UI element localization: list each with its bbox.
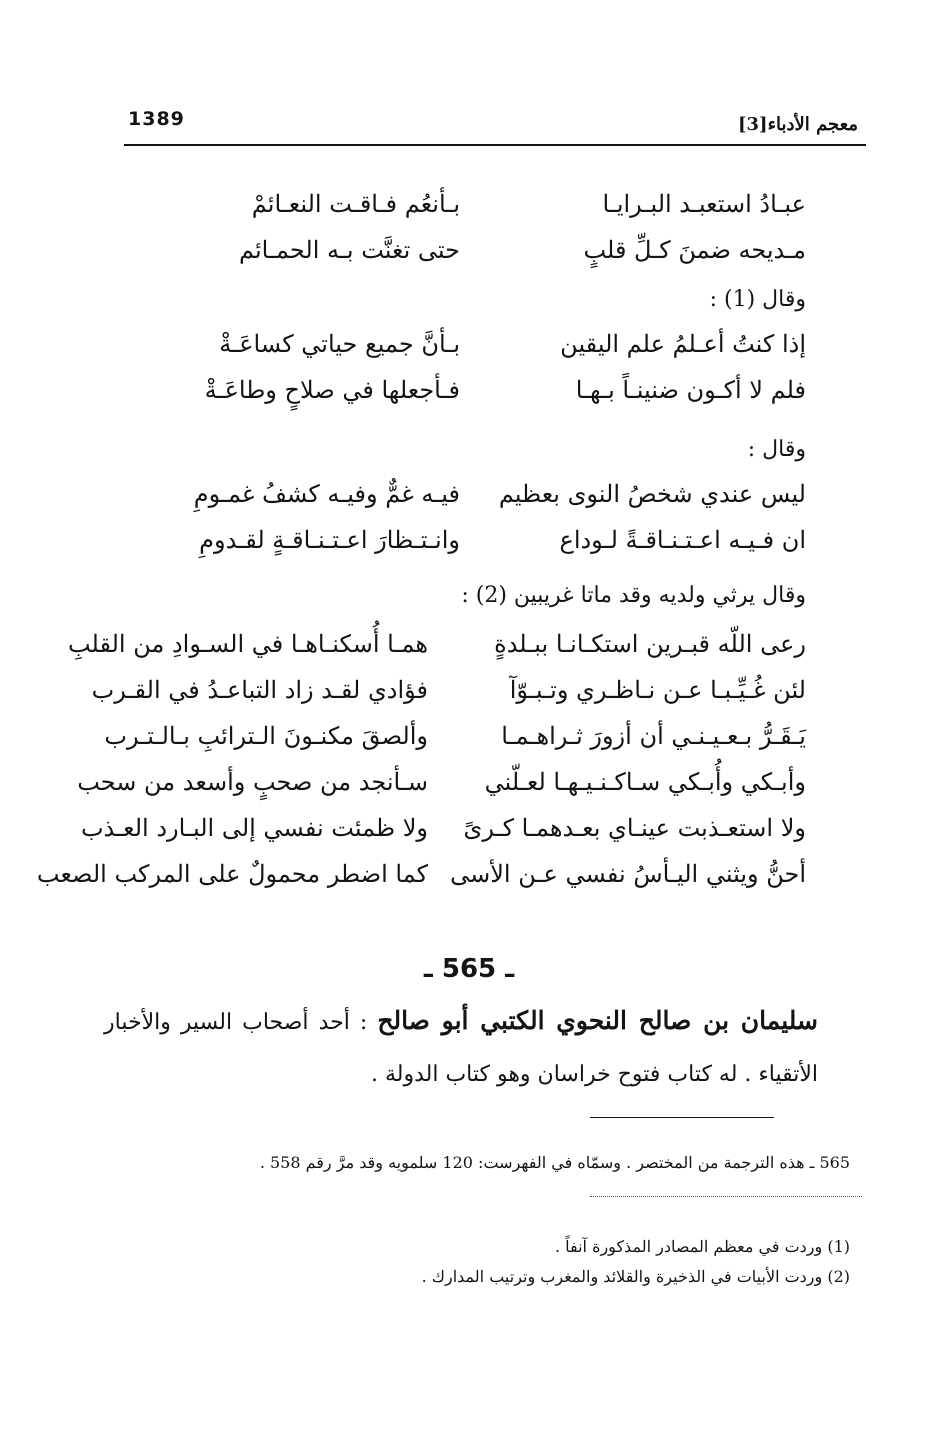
verse-second-hemistich: فؤادي لقـد زاد التباعـدُ في القـرب bbox=[91, 676, 428, 704]
verse-line bbox=[0, 368, 938, 412]
verse-line bbox=[0, 518, 938, 562]
verse-line bbox=[0, 760, 938, 804]
entry-name: سليمان بن صالح النحوي الكتبي أبو صالح bbox=[377, 1006, 818, 1035]
verse-first-hemistich: ان فـيـه اعـتـنـاقـةً لـوداع bbox=[559, 526, 806, 554]
footnote-separator bbox=[590, 1196, 862, 1197]
verse-intro: وقال (1) : bbox=[709, 287, 806, 312]
verse-first-hemistich: ليس عندي شخصُ النوى بعظيم bbox=[498, 480, 806, 508]
verse-second-hemistich: ولا ظمئت نفسي إلى البـارد العـذب bbox=[80, 814, 428, 842]
entry-number: ـ 565 ـ bbox=[423, 954, 515, 984]
verse-first-hemistich: رعى اللّه قبـرين استكـانـا ببـلدةٍ bbox=[494, 630, 806, 658]
verse-first-hemistich: أحنُّ ويثني اليـأسُ نفسي عـن الأسى bbox=[450, 860, 806, 888]
verse-first-hemistich: لئن غُـيِّـبـا عـن نـاظـري وتـبـوّآ bbox=[509, 676, 806, 704]
verse-second-hemistich: فـأجعلها في صلاحٍ وطاعَـةْ bbox=[204, 376, 460, 404]
verse-line bbox=[0, 622, 938, 666]
verse-intro: وقال : bbox=[747, 437, 806, 462]
verse-first-hemistich: ولا استعـذبت عينـاي بعـدهمـا كـرىً bbox=[463, 814, 806, 842]
footnote-rule bbox=[590, 1117, 774, 1118]
verse-line bbox=[0, 668, 938, 712]
header-rule bbox=[124, 144, 866, 146]
verse-second-hemistich: وانـتـظارَ اعـتـنـاقـةٍ لقـدومِ bbox=[199, 526, 460, 554]
verse-second-hemistich: كما اضطر محمولٌ على المركب الصعب bbox=[36, 860, 428, 888]
page-number: 1389 bbox=[128, 108, 185, 130]
footnote-source: 565 ـ هذه الترجمة من المختصر . وسمّاه في الفهرست: 120 سلمويه وقد مرَّ رقم 558 . bbox=[259, 1153, 850, 1172]
verse-first-hemistich: وأبـكي وأُبـكي سـاكـنـيـهـا لعـلّني bbox=[484, 768, 806, 796]
verse-first-hemistich: عبـادُ استعبـد البـرايـا bbox=[602, 190, 806, 218]
verse-line bbox=[0, 182, 938, 226]
verse-line bbox=[0, 228, 938, 272]
verse-intro: وقال يرثي ولديه وقد ماتا غريبين (2) : bbox=[461, 583, 806, 608]
verse-first-hemistich: يَـقَـرُّ بـعـيـنـي أن أزورَ ثـراهـمـا bbox=[501, 722, 806, 750]
verse-line bbox=[0, 472, 938, 516]
verse-first-hemistich: مـديحه ضمنَ كـلِّ قلبٍ bbox=[583, 236, 806, 264]
verse-second-hemistich: حتى تغنَّت بـه الحمـائم bbox=[239, 236, 460, 264]
verse-second-hemistich: بـأنَّ جميع حياتي كساعَـةْ bbox=[219, 330, 460, 358]
running-title: معجم الأدباء[3] bbox=[737, 114, 858, 135]
verse-line bbox=[0, 852, 938, 896]
verse-second-hemistich: همـا أُسكنـاهـا في السـوادِ من القلبِ bbox=[67, 630, 428, 658]
entry-body bbox=[104, 995, 818, 1101]
verse-second-hemistich: وألصقَ مكنـونَ الـترائبِ بـالـتـرب bbox=[104, 722, 428, 750]
verse-line bbox=[0, 714, 938, 758]
verse-first-hemistich: إذا كنتُ أعـلمُ علم اليقين bbox=[560, 330, 806, 358]
verse-line bbox=[0, 322, 938, 366]
entry-description: : أحد أصحاب السير والأخبار الأتقياء . له كتاب فتوح خراسان وهو كتاب الدولة . bbox=[104, 1010, 818, 1087]
footnote-item: (2) وردت الأبيات في الذخيرة والقلائد والمغرب وترتيب المدارك . bbox=[421, 1267, 850, 1286]
verse-second-hemistich: بـأنعُم فـاقـت النعـائمْ bbox=[251, 190, 460, 218]
footnote-item: (1) وردت في معظم المصادر المذكورة آنفاً . bbox=[554, 1237, 850, 1256]
verse-line bbox=[0, 806, 938, 850]
verse-first-hemistich: فلم لا أكـون ضنينـاً بـهـا bbox=[575, 376, 806, 404]
verse-second-hemistich: سـأنجد من صحبٍ وأسعد من سحب bbox=[77, 768, 428, 796]
verse-second-hemistich: فيـه غمٌّ وفيـه كشفُ غمـومِ bbox=[193, 480, 460, 508]
